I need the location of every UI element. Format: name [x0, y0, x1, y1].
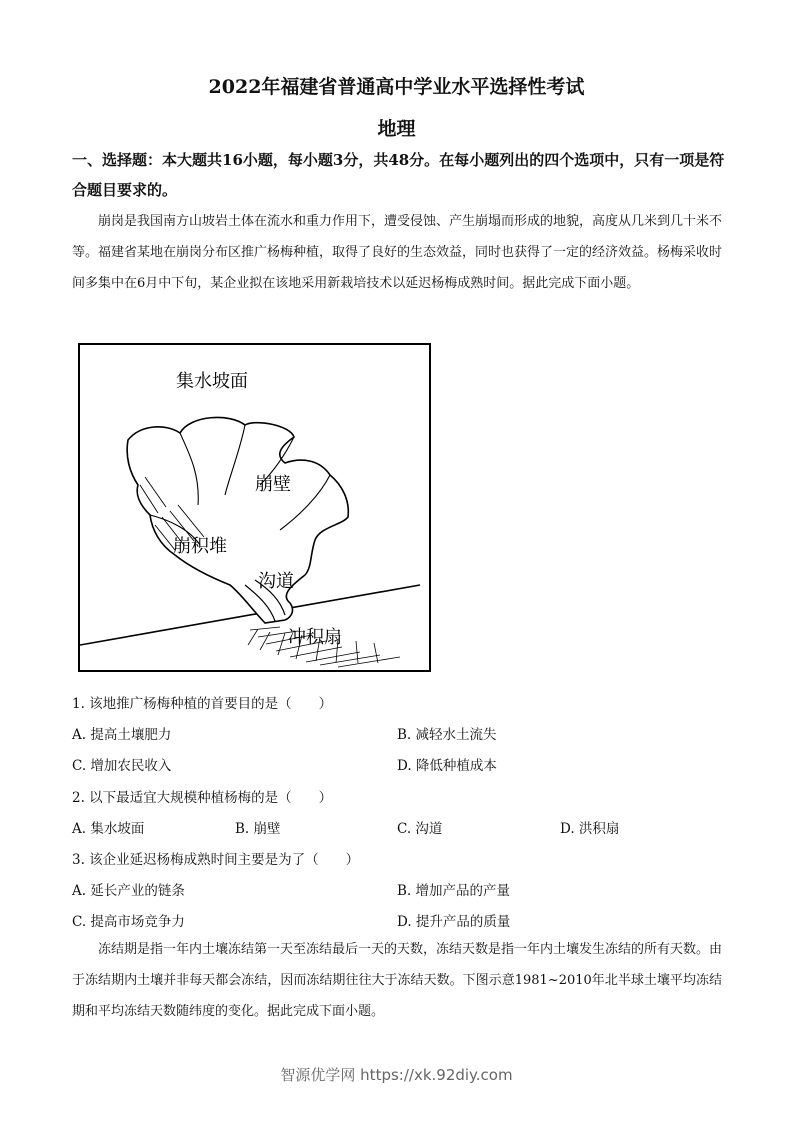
q3-option-a[interactable]: A. 延长产业的链条: [72, 883, 185, 899]
landform-illustration: [80, 345, 431, 672]
landform-figure: [78, 343, 431, 672]
q3-option-d[interactable]: D. 提升产品的质量: [397, 914, 511, 930]
label-wall: 崩壁: [255, 474, 291, 495]
passage-1: 崩岗是我国南方山坡岩土体在流水和重力作用下，遭受侵蚀、产生崩塌而形成的地貌，高度从几米到几十米不等。福建省某地在崩岗分布区推广杨梅种植，取得了良好的生态效益，同时也获得了一定的经济效益。杨梅采收时间多集中在6月中下旬，某企业拟在该地采用新栽培技术以延迟杨梅成熟时间。据此完成下面小题。: [72, 214, 723, 291]
q2-option-d[interactable]: D. 洪积扇: [560, 821, 620, 837]
question-2-stem: 2. 以下最适宜大规模种植杨梅的是（ ）: [72, 790, 333, 806]
watermark-footer: 智源优学网 https://xk.92diy.com: [280, 1066, 513, 1084]
q2-option-c[interactable]: C. 沟道: [397, 821, 443, 837]
label-gully: 沟道: [258, 571, 294, 592]
q1-option-c[interactable]: C. 增加农民收入: [72, 758, 172, 774]
q3-option-c[interactable]: C. 提高市场竞争力: [72, 914, 185, 930]
q1-option-a[interactable]: A. 提高土壤肥力: [72, 727, 172, 743]
passage-2: 冻结期是指一年内土壤冻结第一天至冻结最后一天的天数，冻结天数是指一年内土壤发生冻结的所有天数。由于冻结期内土壤并非每天都会冻结，因而冻结期往往大于冻结天数。下图示意1981~2010年北半球土壤平均冻结期和平均冻结天数随纬度的变化。据此完成下面小题。: [72, 942, 723, 1019]
label-catchment: 集水坡面: [176, 371, 248, 392]
q2-option-b[interactable]: B. 崩壁: [235, 821, 281, 837]
collapse-outline: [127, 417, 348, 623]
exam-title: 2022年福建省普通高中学业水平选择性考试: [208, 76, 585, 98]
question-1-stem: 1. 该地推广杨梅种植的首要目的是（ ）: [72, 696, 333, 712]
label-colluvium: 崩积堆: [173, 536, 227, 557]
q3-option-b[interactable]: B. 增加产品的产量: [397, 883, 511, 899]
q2-option-a[interactable]: A. 集水坡面: [72, 821, 145, 837]
subject-title: 地理: [377, 118, 416, 140]
q1-option-d[interactable]: D. 降低种植成本: [397, 758, 497, 774]
section-heading: 一、选择题：本大题共16小题，每小题3分，共48分。在每小题列出的四个选项中，只有一项是符合题目要求的。: [72, 151, 725, 199]
q1-option-b[interactable]: B. 减轻水土流失: [397, 727, 497, 743]
question-3-stem: 3. 该企业延迟杨梅成熟时间主要是为了（ ）: [72, 852, 360, 868]
label-fan: 冲积扇: [288, 627, 342, 648]
